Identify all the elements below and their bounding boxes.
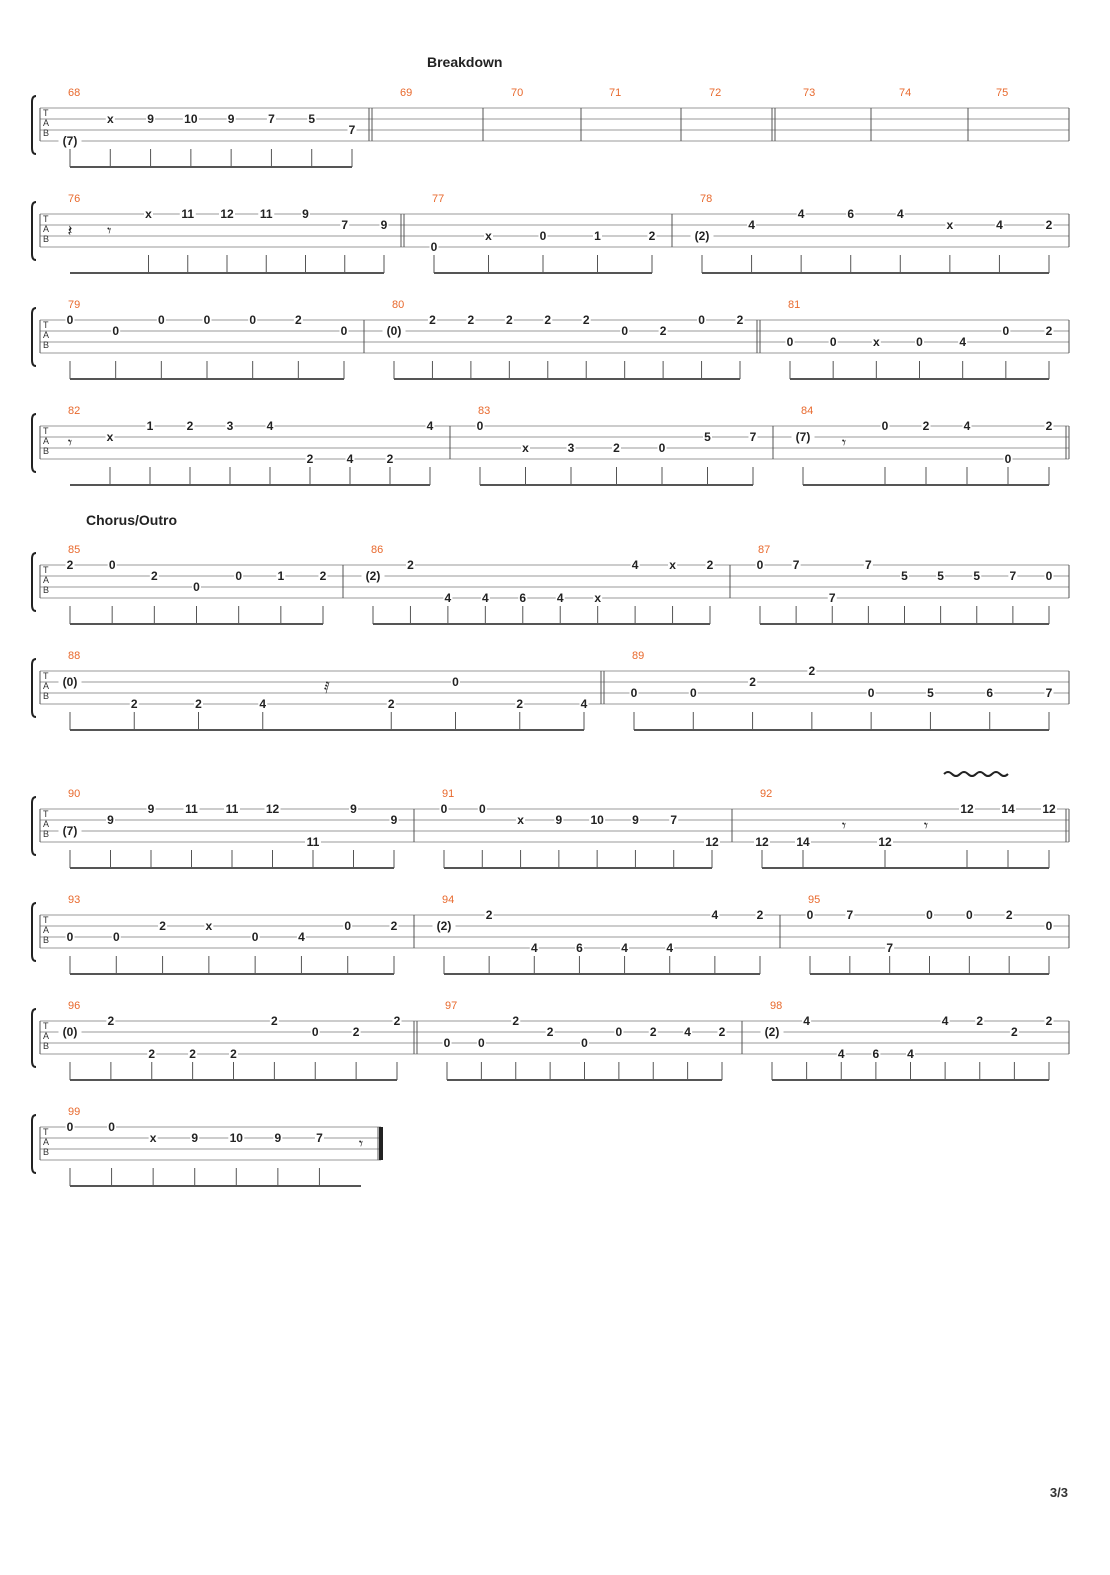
fret-number: 2: [582, 313, 590, 327]
measure-number: 77: [432, 193, 445, 205]
system-bracket: [32, 308, 36, 366]
fret-number: 0: [658, 441, 666, 455]
fret-number: 7: [865, 558, 872, 572]
fret-number: 4: [748, 218, 755, 232]
fret-number: 4: [684, 1025, 691, 1039]
fret-number: 0: [66, 930, 74, 944]
fret-number: 2: [1005, 908, 1013, 922]
fret-number: 0: [112, 324, 120, 338]
system-bracket: [32, 414, 36, 472]
fret-number: (7): [62, 134, 78, 148]
vibrato-mark: [944, 772, 1008, 776]
fret-number: 9: [227, 112, 235, 126]
fret-number: 2: [294, 313, 302, 327]
fret-number: 2: [1045, 419, 1053, 433]
fret-number: 9: [274, 1131, 282, 1145]
measure-number: 80: [392, 299, 405, 311]
fret-number: 2: [393, 1014, 401, 1028]
fret-number: x: [145, 207, 152, 221]
fret-number: (0): [62, 675, 78, 689]
fret-number: 1: [146, 419, 154, 433]
fret-number: 0: [1045, 569, 1053, 583]
fret-number: 2: [613, 441, 620, 455]
fret-number: 5: [901, 569, 908, 583]
fret-number: 2: [230, 1047, 237, 1061]
fret-number: 2: [319, 569, 327, 583]
fret-number: 5: [927, 686, 934, 700]
fret-number: 2: [150, 569, 158, 583]
fret-number: 11: [185, 802, 198, 816]
fret-number: 4: [444, 591, 452, 605]
measure-number: 79: [68, 299, 81, 311]
fret-number: 2: [467, 313, 475, 327]
fret-number: 4: [298, 930, 305, 944]
fret-number: 0: [251, 930, 259, 944]
tab-clef-letter: B: [43, 446, 50, 456]
measure-number: 85: [68, 544, 81, 556]
system-bracket: [32, 553, 36, 611]
fret-number: 1: [594, 229, 601, 243]
fret-number: 7: [749, 430, 757, 444]
fret-number: 2: [659, 324, 667, 338]
fret-number: 0: [452, 675, 459, 689]
fret-number: 2: [271, 1014, 278, 1028]
tab-clef-letter: A: [43, 681, 50, 691]
fret-number: 3: [226, 419, 234, 433]
fret-number: (2): [436, 919, 452, 933]
fret-number: 7: [828, 591, 836, 605]
rest-symbol: 𝄾: [358, 1134, 364, 1153]
fret-number: 2: [512, 1014, 520, 1028]
fret-number: 2: [352, 1025, 360, 1039]
measure-number: 82: [68, 405, 81, 417]
fret-number: 0: [249, 313, 257, 327]
fret-number: 0: [916, 335, 923, 349]
fret-number: 9: [107, 813, 114, 827]
fret-number: 2: [546, 1025, 554, 1039]
tab-clef-letter: A: [43, 575, 50, 585]
fret-number: 3: [567, 441, 575, 455]
tab-clef-letter: A: [43, 436, 50, 446]
section-label-breakdown: Breakdown: [427, 54, 503, 70]
tab-clef-letter: T: [43, 1021, 49, 1031]
fret-number: 2: [648, 229, 656, 243]
fret-number: 1: [277, 569, 285, 583]
fret-number: 7: [268, 112, 275, 126]
fret-number: 5: [704, 430, 711, 444]
measure-number: 92: [760, 788, 773, 800]
measure-number: 78: [700, 193, 713, 205]
fret-number: 0: [476, 419, 484, 433]
fret-number: 2: [407, 558, 414, 572]
fret-number: 4: [666, 941, 674, 955]
fret-number: 4: [266, 419, 274, 433]
fret-number: 0: [1004, 452, 1012, 466]
fret-number: 0: [193, 580, 200, 594]
fret-number: 4: [346, 452, 354, 466]
rest-symbol: 𝅀: [324, 678, 330, 697]
measure-number: 98: [770, 1000, 783, 1012]
fret-number: 2: [1045, 218, 1053, 232]
fret-number: 0: [443, 1036, 451, 1050]
measure-number: 81: [788, 299, 801, 311]
tab-clef-letter: B: [43, 1147, 50, 1157]
tab-clef-letter: B: [43, 585, 50, 595]
tab-clef-letter: A: [43, 118, 50, 128]
fret-number: 2: [544, 313, 552, 327]
fret-number: 2: [808, 664, 816, 678]
measure-number: 89: [632, 650, 645, 662]
fret-number: 0: [581, 1036, 588, 1050]
fret-number: 2: [159, 919, 166, 933]
fret-number: 2: [1011, 1025, 1018, 1039]
rest-symbol: 𝄾: [923, 816, 929, 835]
fret-number: 12: [705, 835, 719, 849]
fret-number: 4: [941, 1014, 949, 1028]
rest-symbol: 𝄾: [841, 433, 847, 452]
fret-number: x: [106, 430, 114, 444]
measure-number: 69: [400, 87, 413, 99]
fret-number: 2: [1045, 324, 1053, 338]
fret-number: 9: [302, 207, 309, 221]
tab-clef-letter: T: [43, 565, 49, 575]
fret-number: 7: [1045, 686, 1053, 700]
fret-number: 0: [621, 324, 629, 338]
system-bracket: [32, 202, 36, 260]
measure-number: 87: [758, 544, 771, 556]
fret-number: 2: [387, 697, 395, 711]
fret-number: 0: [311, 1025, 319, 1039]
tab-clef-letter: A: [43, 819, 50, 829]
fret-number: 0: [1002, 324, 1010, 338]
fret-number: 4: [631, 558, 639, 572]
final-bar: [379, 1127, 383, 1160]
measure-number: 83: [478, 405, 491, 417]
rest-symbol: 𝄾: [107, 221, 112, 240]
fret-number: 0: [108, 558, 116, 572]
fret-number: 2: [736, 313, 744, 327]
tab-clef-letter: A: [43, 1031, 50, 1041]
tab-clef-letter: T: [43, 671, 49, 681]
fret-number: 11: [259, 207, 273, 221]
fret-number: 2: [649, 1025, 657, 1039]
rest-symbol: 𝄾: [67, 433, 73, 452]
fret-number: (2): [764, 1025, 780, 1039]
fret-number: 10: [229, 1131, 243, 1145]
fret-number: 0: [615, 1025, 623, 1039]
fret-number: 2: [976, 1014, 984, 1028]
fret-number: 2: [189, 1047, 196, 1061]
fret-number: x: [485, 229, 492, 243]
fret-number: 12: [755, 835, 769, 849]
fret-number: 10: [184, 112, 198, 126]
fret-number: x: [669, 558, 676, 572]
fret-number: 2: [386, 452, 394, 466]
measure-number: 71: [609, 87, 622, 99]
fret-number: 0: [630, 686, 638, 700]
fret-number: 0: [689, 686, 697, 700]
tab-clef-letter: T: [43, 1127, 49, 1137]
tab-clef-letter: T: [43, 214, 49, 224]
fret-number: 11: [181, 207, 195, 221]
fret-number: 2: [505, 313, 513, 327]
fret-number: 12: [220, 207, 234, 221]
fret-number: (2): [694, 229, 710, 243]
fret-number: 0: [539, 229, 547, 243]
fret-number: 4: [907, 1047, 914, 1061]
measure-number: 88: [68, 650, 81, 662]
measure-number: 74: [899, 87, 912, 99]
measure-number: 70: [511, 87, 524, 99]
tab-clef-letter: A: [43, 330, 50, 340]
fret-number: x: [106, 112, 114, 126]
measure-number: 75: [996, 87, 1009, 99]
fret-number: 6: [986, 686, 994, 700]
fret-number: 2: [390, 919, 398, 933]
tab-clef-letter: T: [43, 108, 49, 118]
fret-number: 5: [937, 569, 944, 583]
fret-number: 9: [350, 802, 357, 816]
fret-number: 4: [580, 697, 588, 711]
section-label-chorus-outro: Chorus/Outro: [86, 512, 177, 528]
fret-number: 0: [756, 558, 764, 572]
tab-clef-letter: T: [43, 915, 49, 925]
fret-number: 4: [896, 207, 904, 221]
measure-number: 96: [68, 1000, 81, 1012]
fret-number: 4: [996, 218, 1003, 232]
tab-clef-letter: T: [43, 320, 49, 330]
fret-number: x: [517, 813, 524, 827]
fret-number: 0: [806, 908, 814, 922]
fret-number: 4: [711, 908, 719, 922]
system-bracket: [32, 659, 36, 717]
tab-clef-letter: T: [43, 809, 49, 819]
fret-number: 10: [590, 813, 604, 827]
measure-number: 68: [68, 87, 81, 99]
fret-number: 0: [1045, 919, 1053, 933]
system-bracket: [32, 903, 36, 961]
fret-number: 2: [1045, 1014, 1053, 1028]
fret-number: 2: [756, 908, 764, 922]
fret-number: x: [872, 335, 880, 349]
fret-number: 14: [796, 835, 810, 849]
measure-number: 86: [371, 544, 384, 556]
system-bracket: [32, 1009, 36, 1067]
fret-number: 2: [429, 313, 436, 327]
fret-number: 12: [960, 802, 974, 816]
rest-symbol: 𝄽: [67, 221, 73, 240]
fret-number: 11: [306, 835, 320, 849]
fret-number: 0: [66, 313, 74, 327]
fret-number: 6: [872, 1047, 880, 1061]
fret-number: 2: [516, 697, 524, 711]
tab-clef-letter: B: [43, 691, 50, 701]
measure-number: 73: [803, 87, 816, 99]
tab-clef-letter: B: [43, 935, 50, 945]
tab-clef-letter: A: [43, 1137, 50, 1147]
fret-number: 0: [430, 240, 438, 254]
fret-number: x: [946, 218, 954, 232]
fret-number: 7: [341, 218, 349, 232]
system-bracket: [32, 1115, 36, 1173]
fret-number: (0): [62, 1025, 78, 1039]
measure-number: 94: [442, 894, 455, 906]
system-bracket: [32, 797, 36, 855]
fret-number: 0: [881, 419, 889, 433]
fret-number: 0: [157, 313, 165, 327]
fret-number: 4: [481, 591, 489, 605]
fret-number: 9: [147, 112, 154, 126]
measure-number: 90: [68, 788, 81, 800]
tab-clef-letter: B: [43, 234, 50, 244]
system-bracket: [32, 96, 36, 154]
fret-number: 0: [698, 313, 705, 327]
fret-number: 2: [718, 1025, 726, 1039]
fret-number: 0: [926, 908, 933, 922]
tab-clef-letter: B: [43, 340, 50, 350]
measure-number: 91: [442, 788, 455, 800]
fret-number: 9: [390, 813, 398, 827]
tab-clef-letter: T: [43, 426, 49, 436]
measure-number: 84: [801, 405, 814, 417]
fret-number: 4: [621, 941, 628, 955]
tab-clef-letter: B: [43, 128, 50, 138]
fret-number: 7: [348, 123, 356, 137]
fret-number: 2: [749, 675, 756, 689]
fret-number: 6: [519, 591, 527, 605]
fret-number: 4: [259, 697, 267, 711]
tab-clef-letter: A: [43, 925, 50, 935]
fret-number: 11: [225, 802, 239, 816]
fret-number: 0: [235, 569, 243, 583]
fret-number: 0: [867, 686, 875, 700]
tab-clef-letter: A: [43, 224, 50, 234]
fret-number: 2: [306, 452, 314, 466]
fret-number: 0: [829, 335, 837, 349]
fret-number: 0: [112, 930, 120, 944]
fret-number: (7): [795, 430, 811, 444]
fret-number: (2): [365, 569, 381, 583]
fret-number: 7: [886, 941, 894, 955]
fret-number: 12: [1042, 802, 1056, 816]
fret-number: 4: [797, 207, 805, 221]
fret-number: 2: [706, 558, 714, 572]
fret-number: 7: [1009, 569, 1017, 583]
fret-number: (0): [386, 324, 402, 338]
rest-symbol: 𝄾: [841, 816, 847, 835]
tab-clef-letter: B: [43, 1041, 50, 1051]
fret-number: 4: [963, 419, 971, 433]
fret-number: 4: [959, 335, 967, 349]
fret-number: 2: [186, 419, 194, 433]
fret-number: 0: [478, 802, 486, 816]
fret-number: 7: [670, 813, 678, 827]
fret-number: 14: [1001, 802, 1015, 816]
fret-number: 9: [632, 813, 639, 827]
measure-number: 93: [68, 894, 81, 906]
tab-clef-letter: B: [43, 829, 50, 839]
fret-number: 0: [344, 919, 352, 933]
fret-number: 12: [878, 835, 892, 849]
fret-number: 0: [203, 313, 211, 327]
measure-number: 72: [709, 87, 722, 99]
fret-number: 5: [973, 569, 981, 583]
page-number: 3/3: [1049, 1485, 1068, 1500]
fret-number: 0: [478, 1036, 485, 1050]
fret-number: 2: [485, 908, 493, 922]
fret-number: 0: [965, 908, 973, 922]
fret-number: 2: [148, 1047, 156, 1061]
fret-number: 2: [107, 1014, 115, 1028]
fret-number: 6: [576, 941, 583, 955]
fret-number: 2: [922, 419, 930, 433]
measure-number: 76: [68, 193, 81, 205]
fret-number: 4: [837, 1047, 845, 1061]
fret-number: x: [522, 441, 529, 455]
measure-number: 95: [808, 894, 821, 906]
fret-number: (7): [62, 824, 78, 838]
fret-number: 7: [792, 558, 800, 572]
fret-number: 4: [530, 941, 538, 955]
fret-number: 6: [847, 207, 855, 221]
fret-number: 9: [147, 802, 155, 816]
fret-number: 4: [803, 1014, 810, 1028]
fret-number: 5: [308, 112, 316, 126]
fret-number: 9: [380, 218, 388, 232]
fret-number: 4: [426, 419, 434, 433]
fret-number: 12: [265, 802, 280, 816]
fret-number: x: [594, 591, 602, 605]
measure-number: 99: [68, 1106, 81, 1118]
fret-number: 2: [195, 697, 202, 711]
fret-number: 9: [555, 813, 563, 827]
fret-number: 7: [846, 908, 854, 922]
fret-number: 0: [66, 1120, 74, 1134]
fret-number: 0: [440, 802, 448, 816]
measure-number: 97: [445, 1000, 458, 1012]
fret-number: 9: [191, 1131, 199, 1145]
fret-number: 0: [786, 335, 794, 349]
fret-number: x: [149, 1131, 157, 1145]
fret-number: 0: [108, 1120, 115, 1134]
fret-number: 7: [316, 1131, 323, 1145]
fret-number: 2: [66, 558, 74, 572]
fret-number: 0: [340, 324, 348, 338]
fret-number: 4: [556, 591, 564, 605]
fret-number: x: [205, 919, 213, 933]
fret-number: 2: [130, 697, 138, 711]
